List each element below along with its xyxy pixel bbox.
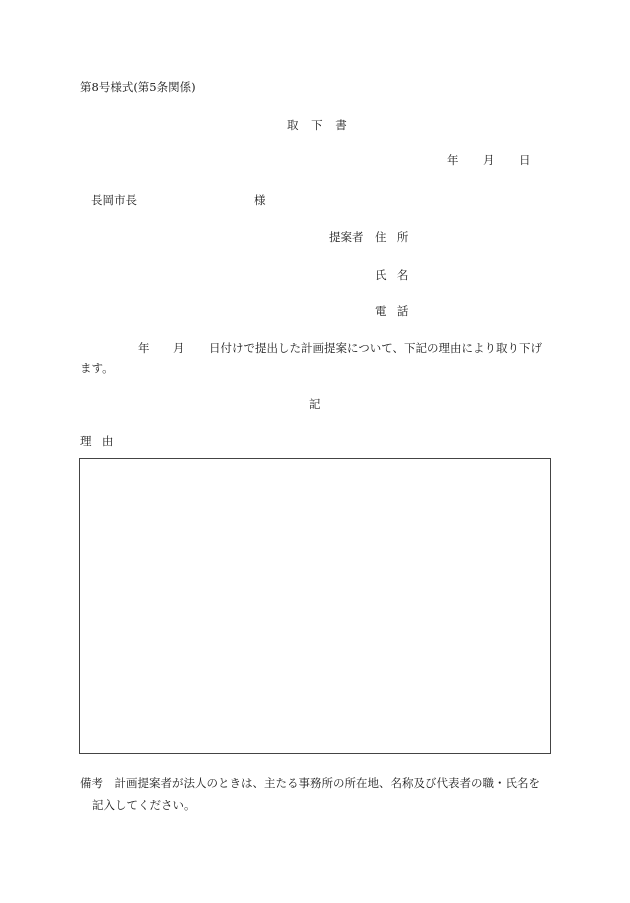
reason-box[interactable]: [79, 458, 551, 754]
note-line-2: 記入してください。: [92, 798, 196, 812]
date-month-label: 月: [483, 153, 495, 167]
body-month-label: 月: [173, 341, 185, 355]
address-label: 住所: [375, 230, 419, 244]
note-line-1: 備考 計画提案者が法人のときは、主たる事務所の所在地、名称及び代表者の職・氏名を: [80, 776, 540, 790]
body-year-label: 年: [138, 341, 150, 355]
date-year-label: 年: [447, 153, 459, 167]
document-title: 取下書: [287, 118, 360, 132]
body-text-line-1: 日付けで提出した計画提案について、下記の理由により取り下げ: [209, 341, 543, 355]
addressee-name: 長岡市長: [91, 193, 137, 207]
form-number: 第8号様式(第5条関係): [80, 80, 196, 94]
name-label: 氏名: [375, 268, 419, 282]
body-text-line-2: ます。: [80, 361, 114, 375]
ki-heading: 記: [309, 397, 321, 411]
phone-label: 電話: [375, 304, 419, 318]
date-day-label: 日: [519, 153, 531, 167]
proposer-label: 提案者: [329, 230, 364, 244]
addressee-honorific: 様: [254, 193, 266, 207]
reason-label: 理由: [80, 434, 124, 448]
